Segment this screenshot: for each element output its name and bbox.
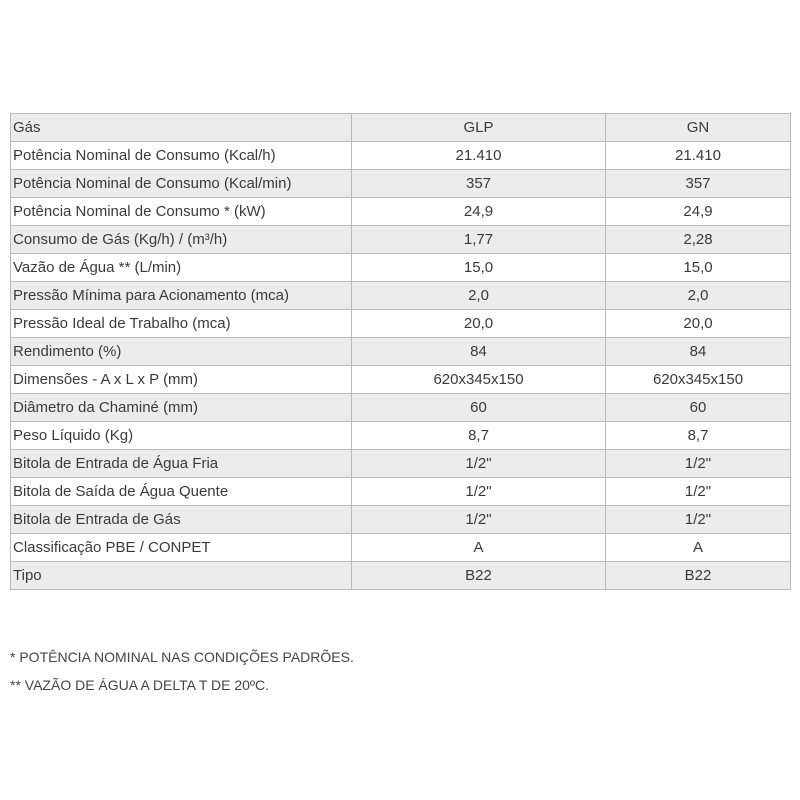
- glp-value: 620x345x150: [352, 366, 606, 394]
- header-gn: GN: [606, 114, 791, 142]
- gn-value: A: [606, 534, 791, 562]
- table-row: [11, 394, 791, 422]
- table-row: [11, 506, 791, 534]
- glp-value: 2,0: [352, 282, 606, 310]
- row-label: Potência Nominal de Consumo (Kcal/h): [11, 142, 352, 170]
- gn-value: B22: [606, 562, 791, 590]
- row-label: Bitola de Entrada de Água Fria: [11, 450, 352, 478]
- gn-value: 20,0: [606, 310, 791, 338]
- row-label: Bitola de Entrada de Gás: [11, 506, 352, 534]
- glp-value: A: [352, 534, 606, 562]
- table-row: [11, 478, 791, 506]
- glp-value: 60: [352, 394, 606, 422]
- glp-value: 24,9: [352, 198, 606, 226]
- row-label: Diâmetro da Chaminé (mm): [11, 394, 352, 422]
- header-glp: GLP: [352, 114, 606, 142]
- glp-value: 84: [352, 338, 606, 366]
- gn-value: 2,28: [606, 226, 791, 254]
- row-label: Peso Líquido (Kg): [11, 422, 352, 450]
- glp-value: 1/2": [352, 478, 606, 506]
- row-label: Vazão de Água ** (L/min): [11, 254, 352, 282]
- footnote-water-flow: ** VAZÃO DE ÁGUA A DELTA T DE 20ºC.: [10, 677, 270, 693]
- table-row: [11, 310, 791, 338]
- gn-value: 60: [606, 394, 791, 422]
- gn-value: 1/2": [606, 450, 791, 478]
- gn-value: 24,9: [606, 198, 791, 226]
- table-row: [11, 282, 791, 310]
- glp-value: B22: [352, 562, 606, 590]
- footnote-nominal-power: * POTÊNCIA NOMINAL NAS CONDIÇÕES PADRÕES.: [10, 649, 354, 665]
- gn-value: 1/2": [606, 506, 791, 534]
- table-row: [11, 422, 791, 450]
- glp-value: 20,0: [352, 310, 606, 338]
- table-row: [11, 198, 791, 226]
- glp-value: 15,0: [352, 254, 606, 282]
- row-label: Potência Nominal de Consumo (Kcal/min): [11, 170, 352, 198]
- glp-value: 357: [352, 170, 606, 198]
- row-label: Dimensões - A x L x P (mm): [11, 366, 352, 394]
- gn-value: 2,0: [606, 282, 791, 310]
- gn-value: 8,7: [606, 422, 791, 450]
- footnotes: [10, 647, 354, 703]
- row-label: Pressão Ideal de Trabalho (mca): [11, 310, 352, 338]
- row-label: Pressão Mínima para Acionamento (mca): [11, 282, 352, 310]
- gn-value: 357: [606, 170, 791, 198]
- gn-value: 620x345x150: [606, 366, 791, 394]
- table-row: [11, 170, 791, 198]
- table-row: [11, 366, 791, 394]
- header-gas-label: Gás: [11, 114, 352, 142]
- row-label: Classificação PBE / CONPET: [11, 534, 352, 562]
- table-row: [11, 142, 791, 170]
- gn-value: 15,0: [606, 254, 791, 282]
- glp-value: 1/2": [352, 450, 606, 478]
- table-row: [11, 450, 791, 478]
- glp-value: 21.410: [352, 142, 606, 170]
- glp-value: 8,7: [352, 422, 606, 450]
- table-row: [11, 254, 791, 282]
- table-row: [11, 226, 791, 254]
- spec-table: [10, 113, 791, 590]
- row-label: Consumo de Gás (Kg/h) / (m³/h): [11, 226, 352, 254]
- glp-value: 1/2": [352, 506, 606, 534]
- table-row: [11, 562, 791, 590]
- gn-value: 21.410: [606, 142, 791, 170]
- gn-value: 84: [606, 338, 791, 366]
- row-label: Tipo: [11, 562, 352, 590]
- gn-value: 1/2": [606, 478, 791, 506]
- table-row: [11, 338, 791, 366]
- glp-value: 1,77: [352, 226, 606, 254]
- row-label: Potência Nominal de Consumo * (kW): [11, 198, 352, 226]
- row-label: Rendimento (%): [11, 338, 352, 366]
- table-row: [11, 534, 791, 562]
- table-header-row: [11, 114, 791, 142]
- row-label: Bitola de Saída de Água Quente: [11, 478, 352, 506]
